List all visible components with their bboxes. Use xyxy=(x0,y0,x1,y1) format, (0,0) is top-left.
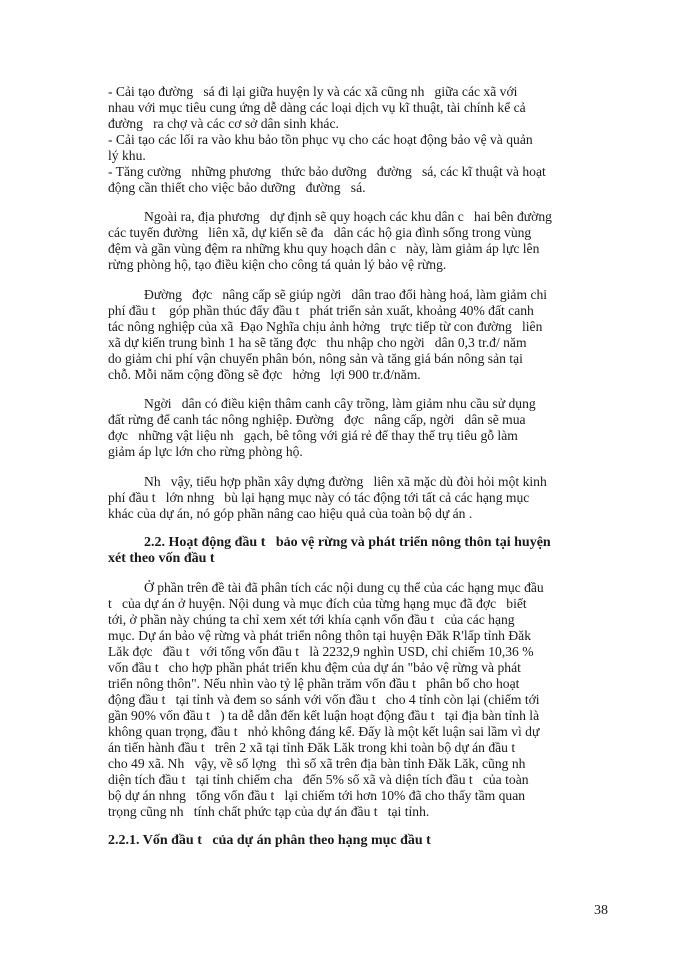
text-line: tác nông nghiệp của xã Đạo Nghĩa chịu ảnh hởng trực tiếp từ con đường liên xyxy=(108,319,543,334)
text-line: mục. Dự án bảo vệ rừng và phát triển nông thôn tại huyện Đăk R'lấp tỉnh Đăk xyxy=(108,628,532,643)
text-line: đợc những vật liệu nh gạch, bê tông với giá rẻ để thay thế trụ tiêu gỗ làm xyxy=(108,428,518,443)
text-line: đất rừng để canh tác nông nghiệp. Đường đợc nâng cấp, ngời dân sẽ mua xyxy=(108,412,526,427)
text-line: động cần thiết cho việc bảo dưỡng đường sá. xyxy=(108,180,366,195)
text-line: cho 49 xã. Nh vậy, về số lợng thì số xã trên địa bàn tỉnh Đăk Lăk, cũng nh xyxy=(108,756,526,771)
text-line: trọng cũng nh tính chất phức tạp của dự án đầu t tại tỉnh. xyxy=(108,804,430,819)
text-line: không quan trọng, đầu t nhỏ không đáng kể. Đấy là một kết luận sai lầm vì dự xyxy=(108,724,540,739)
text-line: Ngời dân có điều kiện thâm canh cây trồng, làm giảm nhu cầu sử dụng xyxy=(144,396,536,411)
text-line: Nh vậy, tiểu hợp phần xây dựng đường liên xã mặc dù đòi hỏi một kinh xyxy=(144,474,547,489)
text-line: xã dự kiến trung bình 1 ha sẽ tăng đợc thu nhập cho ngời dân 0,3 tr.đ/ năm xyxy=(108,335,527,350)
text-line: Ngoài ra, địa phương dự định sẽ quy hoạch các khu dân c hai bên đường xyxy=(144,209,552,224)
text-line: - Tăng cường những phương thức bảo dưỡng đường sá, các kĩ thuật và hoạt xyxy=(108,164,546,179)
text-line: lý khu. xyxy=(108,148,146,163)
section-heading-2-2-1: 2.2.1. Vốn đầu t của dự án phân theo hạng mục đầu t xyxy=(108,833,431,848)
text-line: Đường đợc nâng cấp sẽ giúp ngời dân trao đổi hàng hoá, làm giảm chi xyxy=(144,287,548,302)
text-line: triển nông thôn". Nếu nhìn vào tỷ lệ phần trăm vốn đầu t phân bổ cho hoạt xyxy=(108,676,520,691)
text-line: diện tích đầu t tại tỉnh chiếm cha đến 5% số xã và diện tích đầu t của toàn xyxy=(108,772,529,787)
text-line: động đầu t tại tỉnh và đem so sánh với vốn đầu t cho 4 tỉnh còn lại (chiếm tới xyxy=(108,692,540,707)
text-line: nhau với mục tiêu cung ứng dễ dàng các loại dịch vụ kĩ thuật, tài chính kể cả xyxy=(108,100,526,115)
heading-line: 2.2. Hoạt động đầu t bảo vệ rừng và phát triển nông thôn tại huyện xyxy=(144,535,551,550)
heading-line: xét theo vốn đầu t xyxy=(108,551,215,566)
text-line: khác của dự án, nó góp phần nâng cao hiệu quả của toàn bộ dự án . xyxy=(108,506,473,521)
text-line: các tuyến đường liên xã, dự kiến sẽ đa dân các hộ gia đình sống trong vùng xyxy=(108,225,532,240)
text-line: bộ dự án nhng tổng vốn đầu t lại chiếm tới hơn 10% đã cho thấy tầm quan xyxy=(108,788,526,803)
text-line: - Cải tạo các lối ra vào khu bảo tồn phục vụ cho các hoạt động bảo vệ và quản xyxy=(108,132,533,147)
text-line: tới, ở phần này chúng ta chỉ xem xét tới khía cạnh vốn đầu t của các hạng xyxy=(108,612,515,627)
text-line: vốn đầu t cho hợp phần phát triển khu đệm của dự án "bảo vệ rừng và phát xyxy=(108,660,521,675)
text-line: Ở phần trên đề tài đã phân tích các nội dung cụ thể của các hạng mục đầu xyxy=(144,580,544,595)
text-line: án tiến hành đầu t trên 2 xã tại tỉnh Đăk Lăk trong khi toàn bộ dự án đầu t xyxy=(108,740,516,755)
text-line: do giảm chi phí vận chuyển phân bón, nông sản và tăng giá bán nông sản tại xyxy=(108,351,523,366)
page-number: 38 xyxy=(594,903,608,918)
text-line: t của dự án ở huyện. Nội dung và mục đích của từng hạng mục đã đợc biết xyxy=(108,596,527,611)
text-line: phí đầu t lớn nhng bù lại hạng mục này có tác động tới tất cả các hạng mục xyxy=(108,490,530,505)
text-line: đệm và gần vùng đệm ra những khu quy hoạch dân c này, làm giảm áp lực lên xyxy=(108,241,540,256)
text-line: - Cải tạo đường sá đi lại giữa huyện ly và các xã cũng nh giữa các xã với xyxy=(108,84,518,99)
text-line: phí đầu t góp phần thúc đẩy đầu t phát triển sản xuất, khoảng 40% đất canh xyxy=(108,303,534,318)
text-line: giảm áp lực lớn cho rừng phòng hộ. xyxy=(108,444,303,459)
text-line: rừng phòng hộ, tạo điều kiện cho công tá quản lý bảo vệ rừng. xyxy=(108,257,447,272)
text-line: Lăk đợc đầu t với tổng vốn đầu t là 2232,9 nghìn USD, chỉ chiếm 10,36 % xyxy=(108,644,534,659)
text-line: gần 90% vốn đầu t ) ta dễ dẫn đến kết luận hoạt động đầu t tại địa bàn tỉnh là xyxy=(108,708,540,723)
text-line: chỗ. Mỗi năm cộng đồng sẽ đợc hởng lợi 900 tr.đ/năm. xyxy=(108,367,421,382)
text-line: đường ra chợ và các cơ sở dân sinh khác. xyxy=(108,116,339,131)
